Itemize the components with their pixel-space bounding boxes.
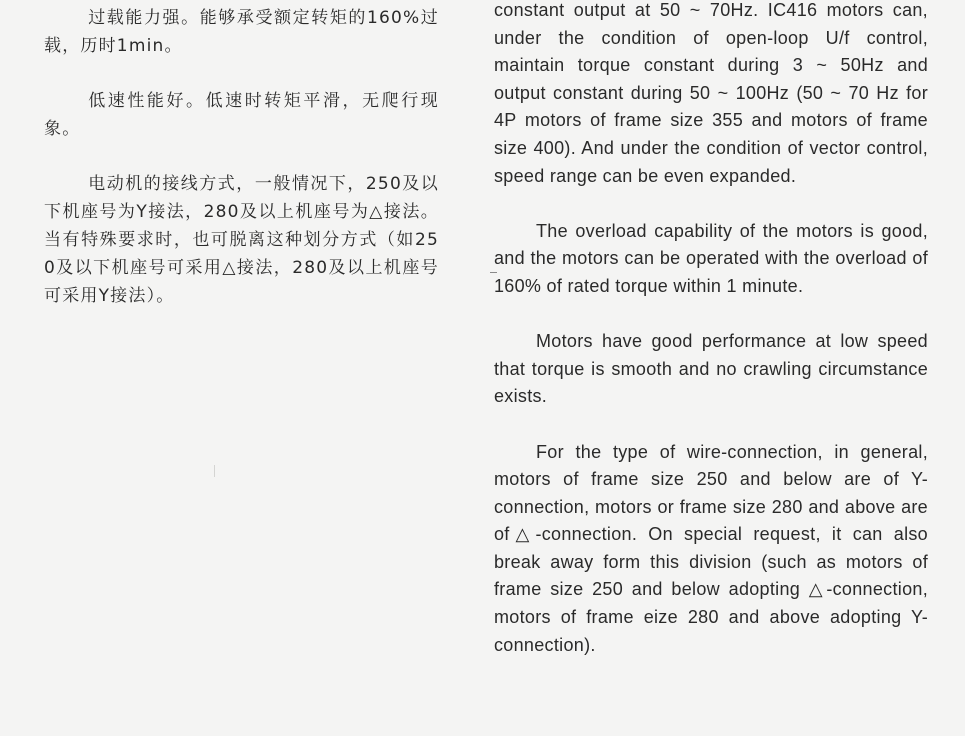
margin-tick-mark (490, 272, 497, 273)
en-paragraph-constant-output: constant output at 50 ~ 70Hz. IC416 motors can, under the condition of open-loop U/f control, maintain torque constant during 3 ~ 50Hz and output constant during 50 ~ 100Hz (50 ~ 70 Hz for 4P motors of frame size 355 and motors of frame size 400). And under the condition of vector control, speed range can be even expanded. (494, 0, 928, 186)
cn-paragraph-wiring: 电动机的接线方式，一般情况下，250及以下机座号为Y接法，280及以上机座号为△接法。当有特殊要求时，也可脱离这种划分方式（如250及以下机座号可采用△接法，280及以上机座号可采用Y接法）。 (44, 174, 439, 306)
chinese-text-column (44, 4, 439, 337)
en-paragraph-low-speed: Motors have good performance at low speed that torque is smooth and no crawling circumstance exists. (494, 331, 928, 407)
cn-paragraph-overload: 过载能力强。能够承受额定转矩的160%过载，历时1min。 (44, 8, 439, 56)
english-text-column (494, 0, 928, 687)
en-paragraph-overload: The overload capability of the motors is good, and the motors can be operated with the overload of 160% of rated torque within 1 minute. (494, 220, 928, 296)
page-fold-mark (214, 465, 215, 477)
en-paragraph-wiring: For the type of wire-connection, in general, motors of frame size 250 and below are of Y-connection, motors or frame size 280 and above are of△-connection. On special request, it can also break away form this division (such as motors of frame size 250 and below adopting △-connection, motors of frame eize 280 and above adopting Y-connection). (494, 441, 928, 655)
cn-paragraph-low-speed: 低速性能好。低速时转矩平滑，无爬行现象。 (44, 91, 439, 139)
